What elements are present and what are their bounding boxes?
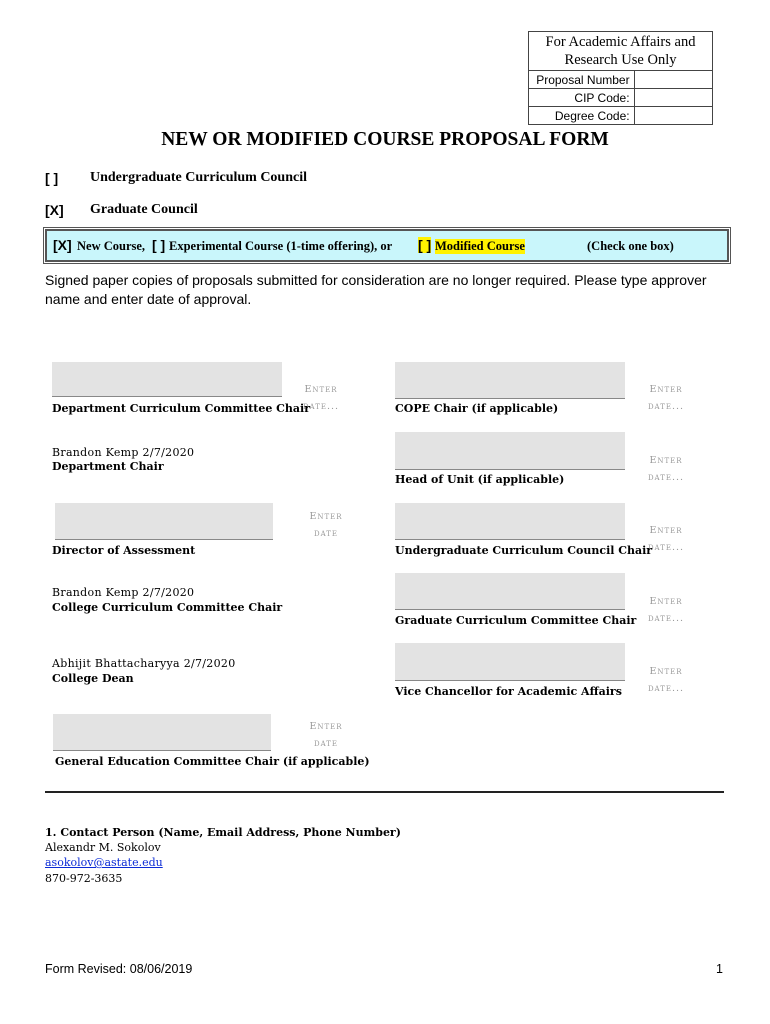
form-title: NEW OR MODIFIED COURSE PROPOSAL FORM xyxy=(161,129,609,150)
gen-ed-chair-signature-field[interactable] xyxy=(53,714,271,751)
new-course-checkbox[interactable]: [X] xyxy=(53,237,72,253)
modified-course-checkbox[interactable]: [ ] xyxy=(418,237,432,253)
date-placeholder-line-2: date xyxy=(313,528,339,539)
ucc-chair-role: Undergraduate Curriculum Council Chair xyxy=(395,544,653,557)
undergrad-council-label: Undergraduate Curriculum Council xyxy=(90,170,307,185)
course-type-box xyxy=(45,229,729,262)
office-use-table xyxy=(528,31,713,125)
contact-email-link[interactable]: asokolov@astate.edu xyxy=(45,856,163,869)
head-unit-role: Head of Unit (if applicable) xyxy=(395,473,565,486)
director-assessment-date[interactable] xyxy=(300,508,352,542)
college-dean-role: College Dean xyxy=(52,672,134,685)
date-placeholder-line-2: date xyxy=(313,738,339,749)
date-placeholder-line-1: Enter xyxy=(309,721,343,732)
gcc-chair-role: Graduate Curriculum Committee Chair xyxy=(395,614,637,627)
dept-curriculum-chair-date[interactable]: Enter date... xyxy=(302,384,340,412)
experimental-course-label: Experimental Course (1-time offering), or xyxy=(169,239,393,253)
form-revised-date: Form Revised: 08/06/2019 xyxy=(45,962,193,976)
cip-code-field[interactable] xyxy=(634,89,712,107)
vice-chancellor-signature-field[interactable] xyxy=(395,643,625,681)
gcc-chair-signature-field[interactable] xyxy=(395,573,625,610)
contact-heading: 1. Contact Person (Name, Email Address, Phone Number) xyxy=(45,826,401,839)
cip-code-label: CIP Code: xyxy=(529,89,635,107)
section-divider xyxy=(45,791,724,793)
gen-ed-chair-date[interactable] xyxy=(300,718,352,752)
check-one-instruction: (Check one box) xyxy=(587,239,674,253)
date-placeholder-line-1: Enter xyxy=(309,511,343,522)
dept-curriculum-chair-signature-field[interactable] xyxy=(52,362,282,397)
cope-chair-date[interactable]: Enter date... xyxy=(647,384,685,412)
grad-council-label: Graduate Council xyxy=(90,202,198,217)
director-assessment-signature-field[interactable] xyxy=(55,503,273,540)
proposal-number-label: Proposal Number xyxy=(529,71,635,89)
dept-chair-signed[interactable]: Brandon Kemp 2/7/2020 xyxy=(52,446,195,459)
new-course-label: New Course, xyxy=(77,239,146,253)
college-curriculum-chair-signed[interactable]: Brandon Kemp 2/7/2020 xyxy=(52,586,195,599)
dept-curriculum-chair-role: Department Curriculum Committee Chair xyxy=(52,402,311,415)
gcc-chair-date[interactable]: Enter date... xyxy=(647,596,685,624)
modified-course-label: Modified Course xyxy=(435,239,525,253)
proposal-number-field[interactable] xyxy=(634,71,712,89)
gen-ed-chair-role: General Education Committee Chair (if applicable) xyxy=(55,755,370,768)
college-dean-signed[interactable]: Abhijit Bhattacharyya 2/7/2020 xyxy=(52,657,236,670)
degree-code-label: Degree Code: xyxy=(529,107,635,125)
page-number: 1 xyxy=(716,962,723,976)
ucc-chair-date[interactable]: Enter date... xyxy=(647,525,685,553)
office-use-header: For Academic Affairs and Research Use Only xyxy=(529,32,713,71)
contact-phone: 870-972-3635 xyxy=(45,872,123,885)
vice-chancellor-date[interactable]: Enter date... xyxy=(647,666,685,694)
cope-chair-signature-field[interactable] xyxy=(395,362,625,399)
experimental-course-checkbox[interactable]: [ ] xyxy=(152,237,166,253)
dept-chair-role: Department Chair xyxy=(52,460,164,473)
college-curriculum-chair-role: College Curriculum Committee Chair xyxy=(52,601,283,614)
head-unit-signature-field[interactable] xyxy=(395,432,625,470)
vice-chancellor-role: Vice Chancellor for Academic Affairs xyxy=(395,685,622,698)
director-assessment-role: Director of Assessment xyxy=(52,544,196,557)
grad-council-checkbox[interactable]: [X] xyxy=(45,202,64,218)
head-unit-date[interactable]: Enter date... xyxy=(647,455,685,483)
cope-chair-role: COPE Chair (if applicable) xyxy=(395,402,559,415)
undergrad-council-checkbox[interactable]: [ ] xyxy=(45,170,59,186)
ucc-chair-signature-field[interactable] xyxy=(395,503,625,540)
degree-code-field[interactable] xyxy=(634,107,712,125)
approval-note: Signed paper copies of proposals submitted for consideration are no longer required. Please type approver name and enter date of approval. xyxy=(45,272,707,307)
contact-name: Alexandr M. Sokolov xyxy=(45,841,161,854)
